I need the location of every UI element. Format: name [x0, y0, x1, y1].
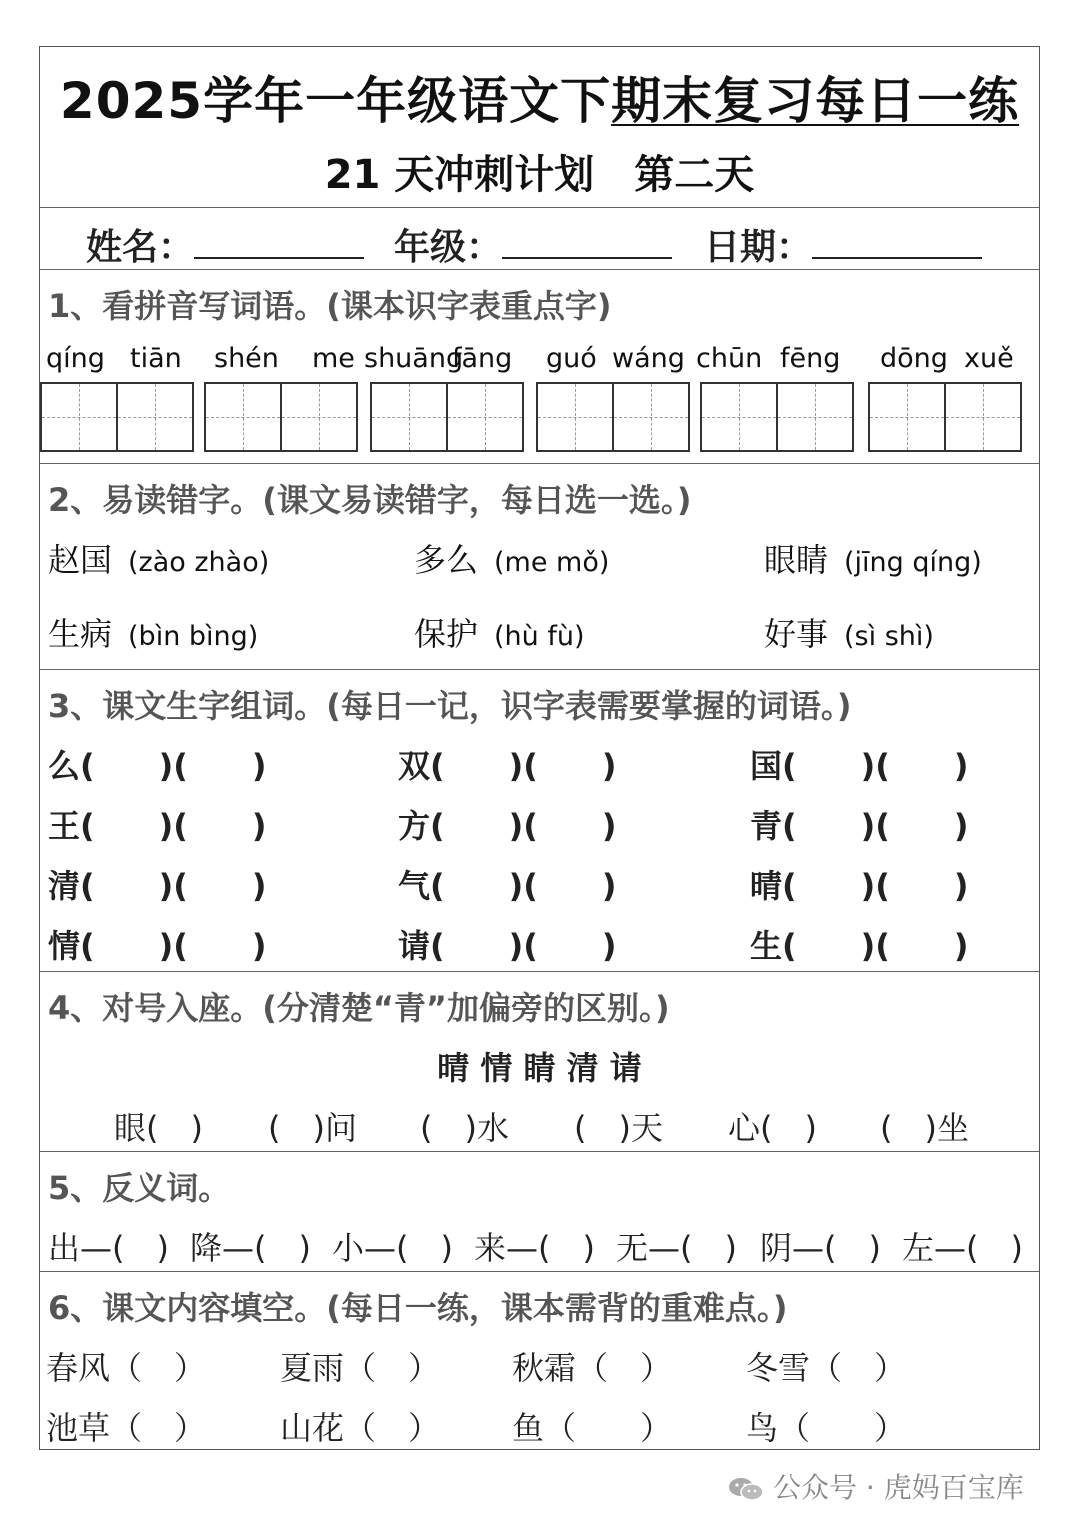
q1-heading: 1、看拼音写词语。(课本识字表重点字): [48, 287, 612, 325]
pinyin: tiān: [130, 343, 182, 374]
q3-row: [398, 741, 617, 787]
q3-blanks[interactable]: ( )( ): [782, 867, 969, 905]
q3-char: 清: [48, 867, 81, 905]
q2-item[interactable]: [48, 609, 258, 655]
worksheet: [39, 46, 1040, 1450]
q3-row: [48, 861, 267, 907]
q4-item[interactable]: ( )天: [574, 1109, 663, 1147]
q3-blanks[interactable]: ( )( ): [80, 867, 267, 905]
pinyin: xuě: [964, 343, 1014, 374]
pinyin: guó: [546, 343, 597, 374]
q5-item[interactable]: 出—( ): [48, 1229, 169, 1267]
q5-item[interactable]: 阴—( ): [760, 1229, 881, 1267]
q5-item[interactable]: 来—( ): [474, 1229, 595, 1267]
date-label: 日期：: [704, 227, 813, 268]
q3-blanks[interactable]: ( )( ): [430, 807, 617, 845]
q3-row: [750, 741, 969, 787]
q5-heading: 5、反义词。: [48, 1169, 231, 1207]
q2-pinyin-options: (me mǒ): [494, 547, 610, 578]
name-blank[interactable]: [194, 256, 364, 259]
q2-pinyin-options: (zào zhào): [128, 547, 270, 578]
q2-item[interactable]: [48, 535, 269, 581]
pinyin: qíng: [46, 343, 105, 374]
q2-word: 眼睛: [764, 541, 829, 579]
q3-char: 王: [48, 807, 81, 845]
q4-item[interactable]: 眼( ): [114, 1109, 203, 1147]
q3-blanks[interactable]: ( )( ): [782, 807, 969, 845]
q6-item[interactable]: 鸟（ ）: [746, 1409, 907, 1447]
q2-item[interactable]: [414, 535, 609, 581]
q5-item[interactable]: 无—( ): [616, 1229, 737, 1267]
writing-cell[interactable]: [370, 382, 448, 452]
q5-item[interactable]: 左—( ): [902, 1229, 1023, 1267]
writing-cell[interactable]: [280, 382, 358, 452]
title-underlined: 期末复习每日一练: [611, 72, 1020, 130]
q6-item[interactable]: 池草（ ）: [46, 1409, 207, 1447]
q2-word: 好事: [764, 615, 829, 653]
q3-char: 请: [398, 927, 431, 965]
q4-item[interactable]: ( )坐: [880, 1109, 969, 1147]
q4-heading: 4、对号入座。(分清楚“青”加偏旁的区别。): [48, 989, 670, 1027]
q6-item[interactable]: 冬雪（ ）: [746, 1349, 907, 1387]
q2-word: 保护: [414, 615, 479, 653]
q3-blanks[interactable]: ( )( ): [80, 807, 267, 845]
q3-row: [750, 921, 969, 967]
writing-cell[interactable]: [612, 382, 690, 452]
writing-cell[interactable]: [536, 382, 614, 452]
q4-item[interactable]: ( )水: [420, 1109, 509, 1147]
writing-cell[interactable]: [204, 382, 282, 452]
q2-word: 多么: [414, 541, 479, 579]
name-field: [86, 219, 364, 270]
q3-blanks[interactable]: ( )( ): [430, 927, 617, 965]
writing-cell[interactable]: [446, 382, 524, 452]
name-label: 姓名：: [86, 227, 195, 268]
q3-blanks[interactable]: ( )( ): [782, 927, 969, 965]
date-field: [704, 219, 982, 270]
q3-char: 青: [750, 807, 783, 845]
worksheet-title: [40, 61, 1039, 133]
writing-cell[interactable]: [868, 382, 946, 452]
q3-char: 双: [398, 747, 431, 785]
q3-char: 么: [48, 747, 81, 785]
q3-blanks[interactable]: ( )( ): [430, 747, 617, 785]
q3-char: 晴: [750, 867, 783, 905]
q4-item[interactable]: ( )问: [268, 1109, 357, 1147]
q3-blanks[interactable]: ( )( ): [80, 747, 267, 785]
wechat-icon: [727, 1476, 765, 1502]
q3-blanks[interactable]: ( )( ): [430, 867, 617, 905]
q2-item[interactable]: [414, 609, 585, 655]
q3-row: [48, 801, 267, 847]
grade-field: [394, 219, 672, 270]
watermark: [727, 1466, 1024, 1506]
pinyin: fēng: [780, 343, 841, 374]
q2-item[interactable]: [764, 609, 934, 655]
q6-item[interactable]: 秋霜（ ）: [512, 1349, 673, 1387]
q3-char: 情: [48, 927, 81, 965]
q2-word: 赵国: [48, 541, 113, 579]
worksheet-subtitle: 21 天冲刺计划 第二天: [324, 152, 755, 198]
grade-blank[interactable]: [502, 256, 672, 259]
writing-cell[interactable]: [116, 382, 194, 452]
q2-heading: 2、易读错字。(课文易读错字，每日选一选。): [48, 481, 692, 519]
q6-heading: 6、课文内容填空。(每日一练，课本需背的重难点。): [48, 1289, 788, 1327]
q3-row: [750, 801, 969, 847]
pinyin: wáng: [612, 343, 685, 374]
date-blank[interactable]: [812, 256, 982, 259]
pinyin: me: [312, 343, 355, 374]
grade-label: 年级：: [394, 227, 503, 268]
writing-cell[interactable]: [944, 382, 1022, 452]
q3-row: [398, 861, 617, 907]
q3-row: [750, 861, 969, 907]
q6-item[interactable]: 春风（ ）: [46, 1349, 207, 1387]
q2-item[interactable]: [764, 535, 982, 581]
q3-blanks[interactable]: ( )( ): [782, 747, 969, 785]
q2-pinyin-options: (sì shì): [844, 621, 934, 652]
q2-pinyin-options: (jīng qíng): [844, 547, 982, 578]
q3-row: [398, 921, 617, 967]
q1-writing-grid: [40, 382, 1039, 452]
pinyin: shén: [214, 343, 279, 374]
q2-pinyin-options: (hù fù): [494, 621, 585, 652]
q4-options: 晴 情 睛 清 请: [437, 1049, 642, 1087]
q2-pinyin-options: (bìn bìng): [128, 621, 259, 652]
pinyin: shuāng: [364, 343, 464, 374]
writing-cell[interactable]: [700, 382, 778, 452]
q6-item[interactable]: 夏雨（ ）: [280, 1349, 441, 1387]
q3-char: 生: [750, 927, 783, 965]
pinyin: chūn: [696, 343, 763, 374]
q5-item[interactable]: 降—( ): [190, 1229, 311, 1267]
q3-heading: 3、课文生字组词。(每日一记，识字表需要掌握的词语。): [48, 687, 852, 725]
writing-cell[interactable]: [40, 382, 118, 452]
q4-item[interactable]: 心( ): [728, 1109, 817, 1147]
q5-item[interactable]: 小—( ): [332, 1229, 453, 1267]
q3-blanks[interactable]: ( )( ): [80, 927, 267, 965]
watermark-text: 公众号 · 虎妈百宝库: [773, 1471, 1024, 1504]
q3-row: [398, 801, 617, 847]
title-plain: 2025学年一年级语文下: [59, 72, 612, 130]
q3-row: [48, 921, 267, 967]
pinyin: fāng: [452, 343, 513, 374]
q3-row: [48, 741, 267, 787]
q6-item[interactable]: 山花（ ）: [280, 1409, 441, 1447]
q3-char: 国: [750, 747, 783, 785]
q3-char: 气: [398, 867, 431, 905]
q3-char: 方: [398, 807, 431, 845]
q2-word: 生病: [48, 615, 113, 653]
pinyin: dōng: [880, 343, 948, 374]
writing-cell[interactable]: [776, 382, 854, 452]
q6-item[interactable]: 鱼（ ）: [512, 1409, 673, 1447]
